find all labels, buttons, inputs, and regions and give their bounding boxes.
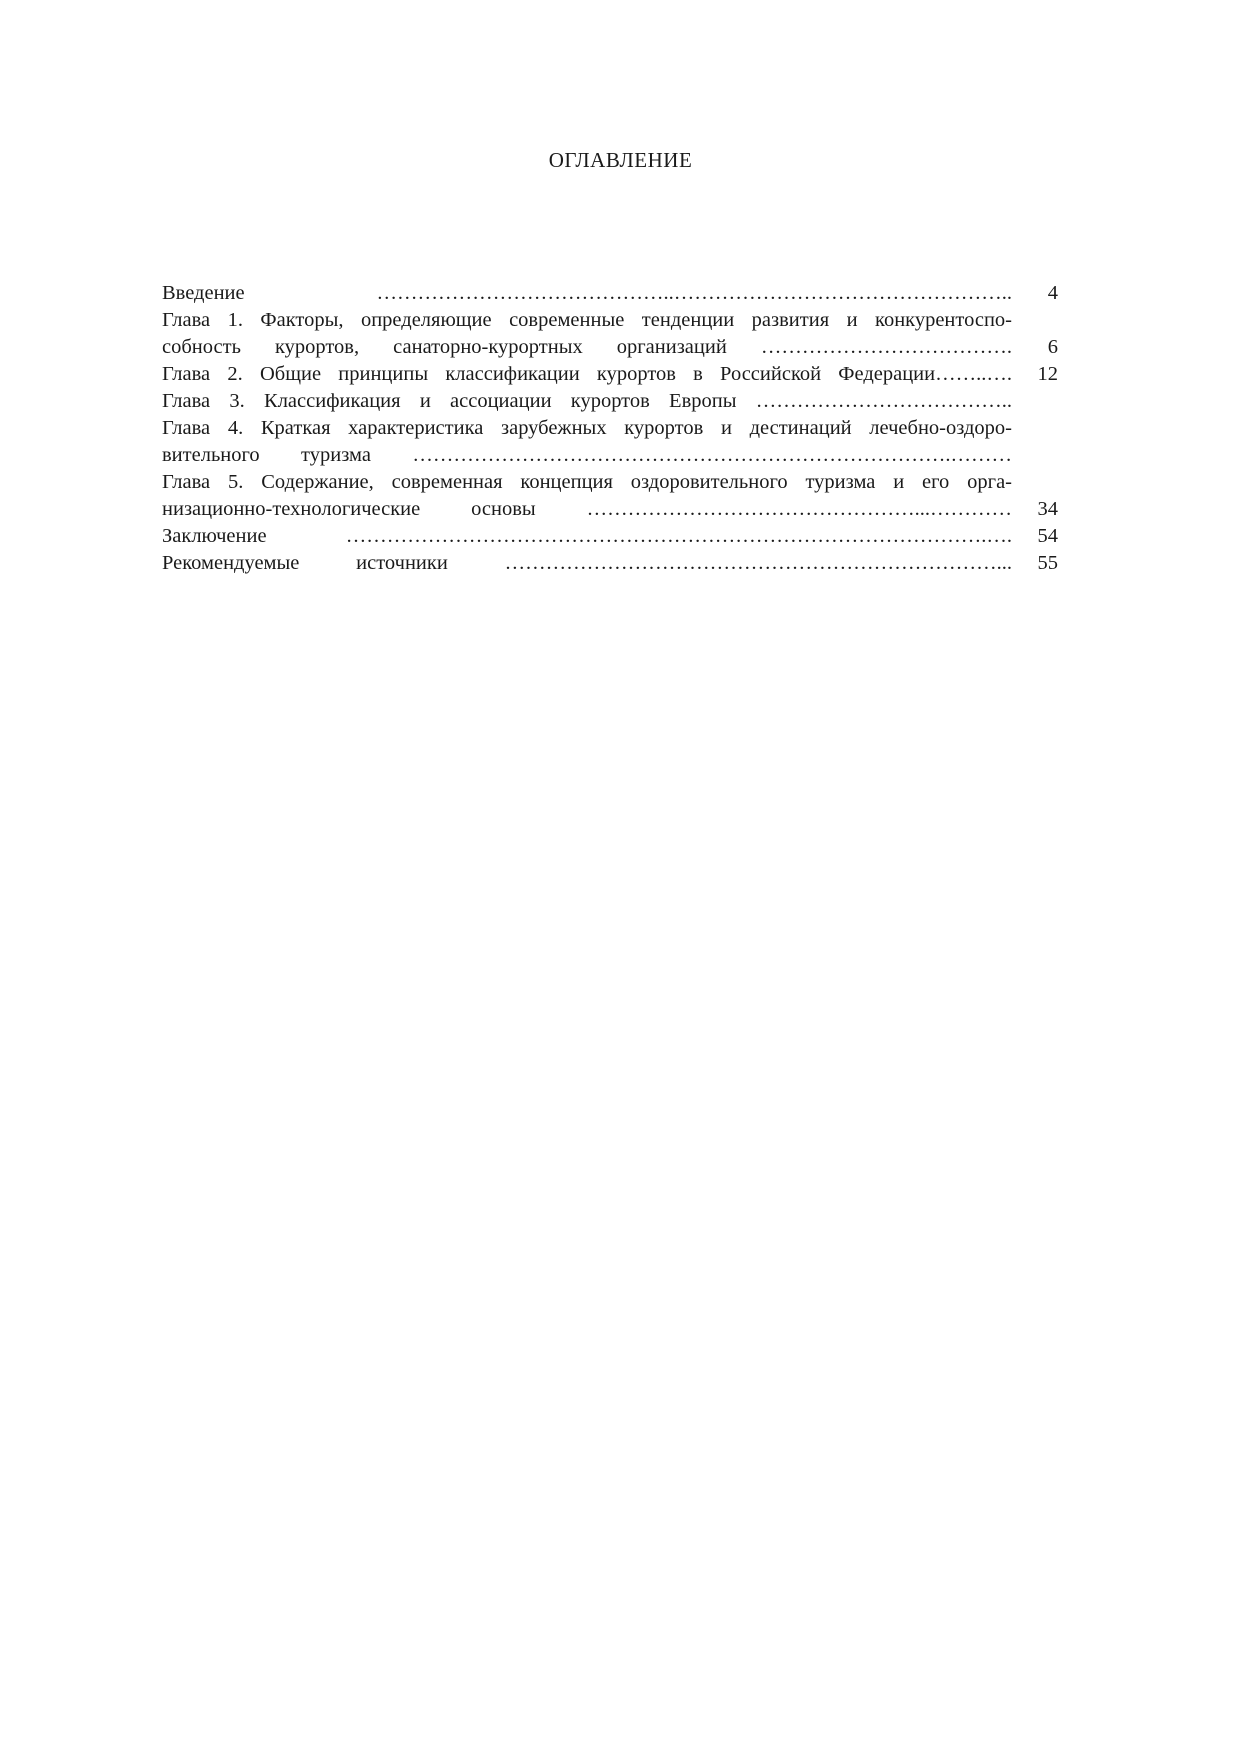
toc-entry-text (162, 280, 1012, 307)
toc-entry-chapter-1 (162, 307, 1062, 361)
toc-line: Глава 4. Краткая характеристика зарубежных курортов и дестинаций лечебно-оздоро- (162, 417, 1012, 439)
toc-entry-text (162, 415, 1012, 469)
table-of-contents (162, 280, 1062, 577)
toc-line: собность курортов, санаторно-курортных организаций ………………………………. (162, 336, 1012, 358)
toc-line: Глава 5. Содержание, современная концепция оздоровительного туризма и его орга- (162, 471, 1012, 493)
toc-entry-text (162, 523, 1012, 550)
toc-entry-chapter-3 (162, 388, 1062, 415)
toc-line: Глава 3. Классификация и ассоциации курортов Европы ……………………………….. (162, 390, 1012, 412)
toc-page-number: 54 (1037, 525, 1058, 547)
toc-line: Глава 1. Факторы, определяющие современные тенденции развития и конкурентоспо- (162, 309, 1012, 331)
toc-entry-conclusion (162, 523, 1062, 550)
toc-line: Глава 2. Общие принципы классификации курортов в Российской Федерации……..…. (162, 363, 1012, 385)
toc-line: низационно-технологические основы …………………………………………...………… (162, 498, 1012, 520)
toc-page-number: 4 (1047, 282, 1058, 304)
toc-entry-sources (162, 550, 1062, 577)
toc-page-number: 55 (1037, 552, 1058, 574)
toc-line: вительного туризма …………………………………………………………………….……… (162, 444, 1012, 466)
toc-line: Введение ……………………………………..………………………………………….. (162, 282, 1012, 304)
toc-entry-text (162, 550, 1012, 577)
toc-entry-chapter-2 (162, 361, 1062, 388)
toc-line: Заключение ………………………………………………………………………………….…. (162, 525, 1012, 547)
toc-entry-text (162, 469, 1012, 523)
toc-entry-text (162, 307, 1012, 361)
toc-entry-chapter-4 (162, 415, 1062, 469)
toc-entry-introduction (162, 280, 1062, 307)
toc-page-number: 34 (1037, 498, 1058, 520)
toc-entry-chapter-5 (162, 469, 1062, 523)
toc-line: Рекомендуемые источники ………………………………………………………………... (162, 552, 1012, 574)
toc-entry-text (162, 361, 1012, 388)
toc-title: ОГЛАВЛЕНИЕ (548, 148, 693, 172)
toc-page-number: 6 (1047, 336, 1058, 358)
toc-entry-text (162, 388, 1012, 415)
toc-page-number: 12 (1037, 363, 1058, 385)
